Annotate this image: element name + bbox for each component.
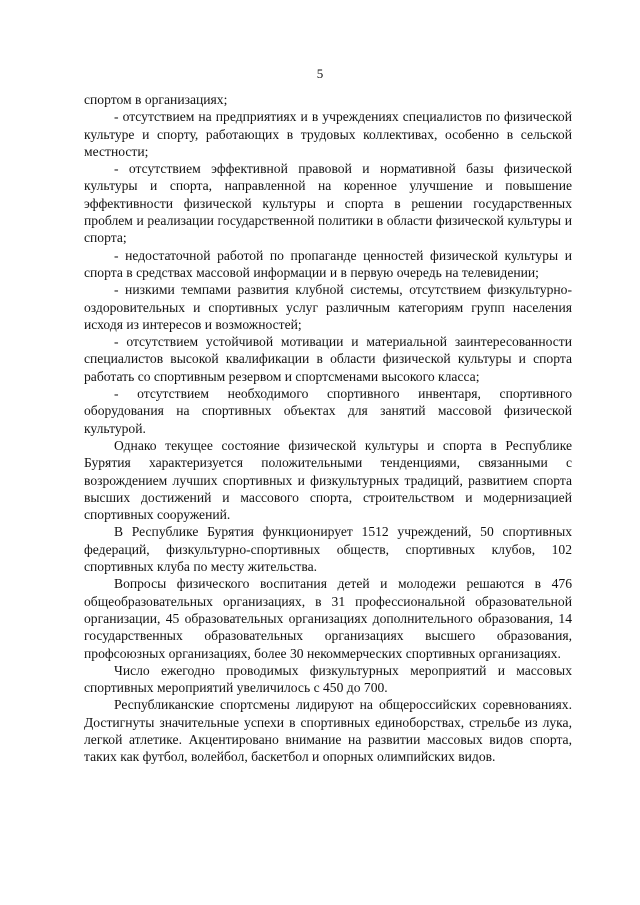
page-number: 5 xyxy=(316,66,324,81)
paragraph-education: Вопросы физического воспитания детей и молодежи решаются в 476 общеобразовательных организациях, в 31 профессиональной образовательной организации, 45 образовательных организациях дополнительного образования, 14 государственных образовательных организациях высшего образования, профсоюзных организациях, более 30 некоммерческих спортивных организациях. xyxy=(84,576,572,661)
paragraph-current-state: Однако текущее состояние физической культуры и спорта в Республике Бурятия характеризуется положительными тенденциями, связанными с возрождением лучших спортивных и физкультурных традиций, развитием спорта высших достижений и массового спорта, строительством и модернизацией спортивных сооружений. xyxy=(84,437,572,523)
list-item-motivation: - отсутствием устойчивой мотивации и материальной заинтересованности специалистов высокой квалификации в области физической культуры и спорта работать со спортивным резервом и спортсменами высокого класса; xyxy=(84,334,572,384)
list-item-club-system: - низкими темпами развития клубной системы, отсутствием физкультурно-оздоровительных и спортивных услуг различным категориям групп населения исходя из интересов и возможностей; xyxy=(84,282,572,332)
list-item-propaganda: - недостаточной работой по пропаганде ценностей физической культуры и спорта в средствах массовой информации и в первую очередь на телевидении; xyxy=(84,247,572,280)
paragraph-events: Число ежегодно проводимых физкультурных мероприятий и массовых спортивных мероприятий увеличилось с 450 до 700. xyxy=(84,662,572,696)
paragraph-athletes: Республиканские спортсмены лидируют на общероссийских соревнованиях. Достигнуты значительные успехи в спортивных единоборствах, стрельбе из лука, легкой атлетике. Акцентировано внимание на развитии массовых видов спорта, таких как футбол, волейбол, баскетбол и опорных олимпийских видов. xyxy=(84,697,572,765)
list-item-legal-base: - отсутствием эффективной правовой и нормативной базы физической культуры и спорта, направленной на коренное улучшение и повышение эффективности физической культуры и спорта в решении государственных проблем и реализации государственной политики в области физической культуры и спорта; xyxy=(84,161,572,246)
body-text xyxy=(84,91,572,766)
paragraph-institutions: В Республике Бурятия функционирует 1512 учреждений, 50 спортивных федераций, физкультурно-спортивных обществ, спортивных клубов, 102 спортивных клуба по месту жительства. xyxy=(84,524,572,575)
paragraph-continuation: спортом в организациях; xyxy=(84,92,228,107)
list-item-equipment: - отсутствием необходимого спортивного инвентаря, спортивного оборудования на спортивных объектах для занятий массовой физической культурой. xyxy=(84,386,572,436)
list-item-specialists: - отсутствием на предприятиях и в учреждениях специалистов по физической культуре и спорту, работающих в трудовых коллективах, особенно в сельской местности; xyxy=(84,109,572,159)
